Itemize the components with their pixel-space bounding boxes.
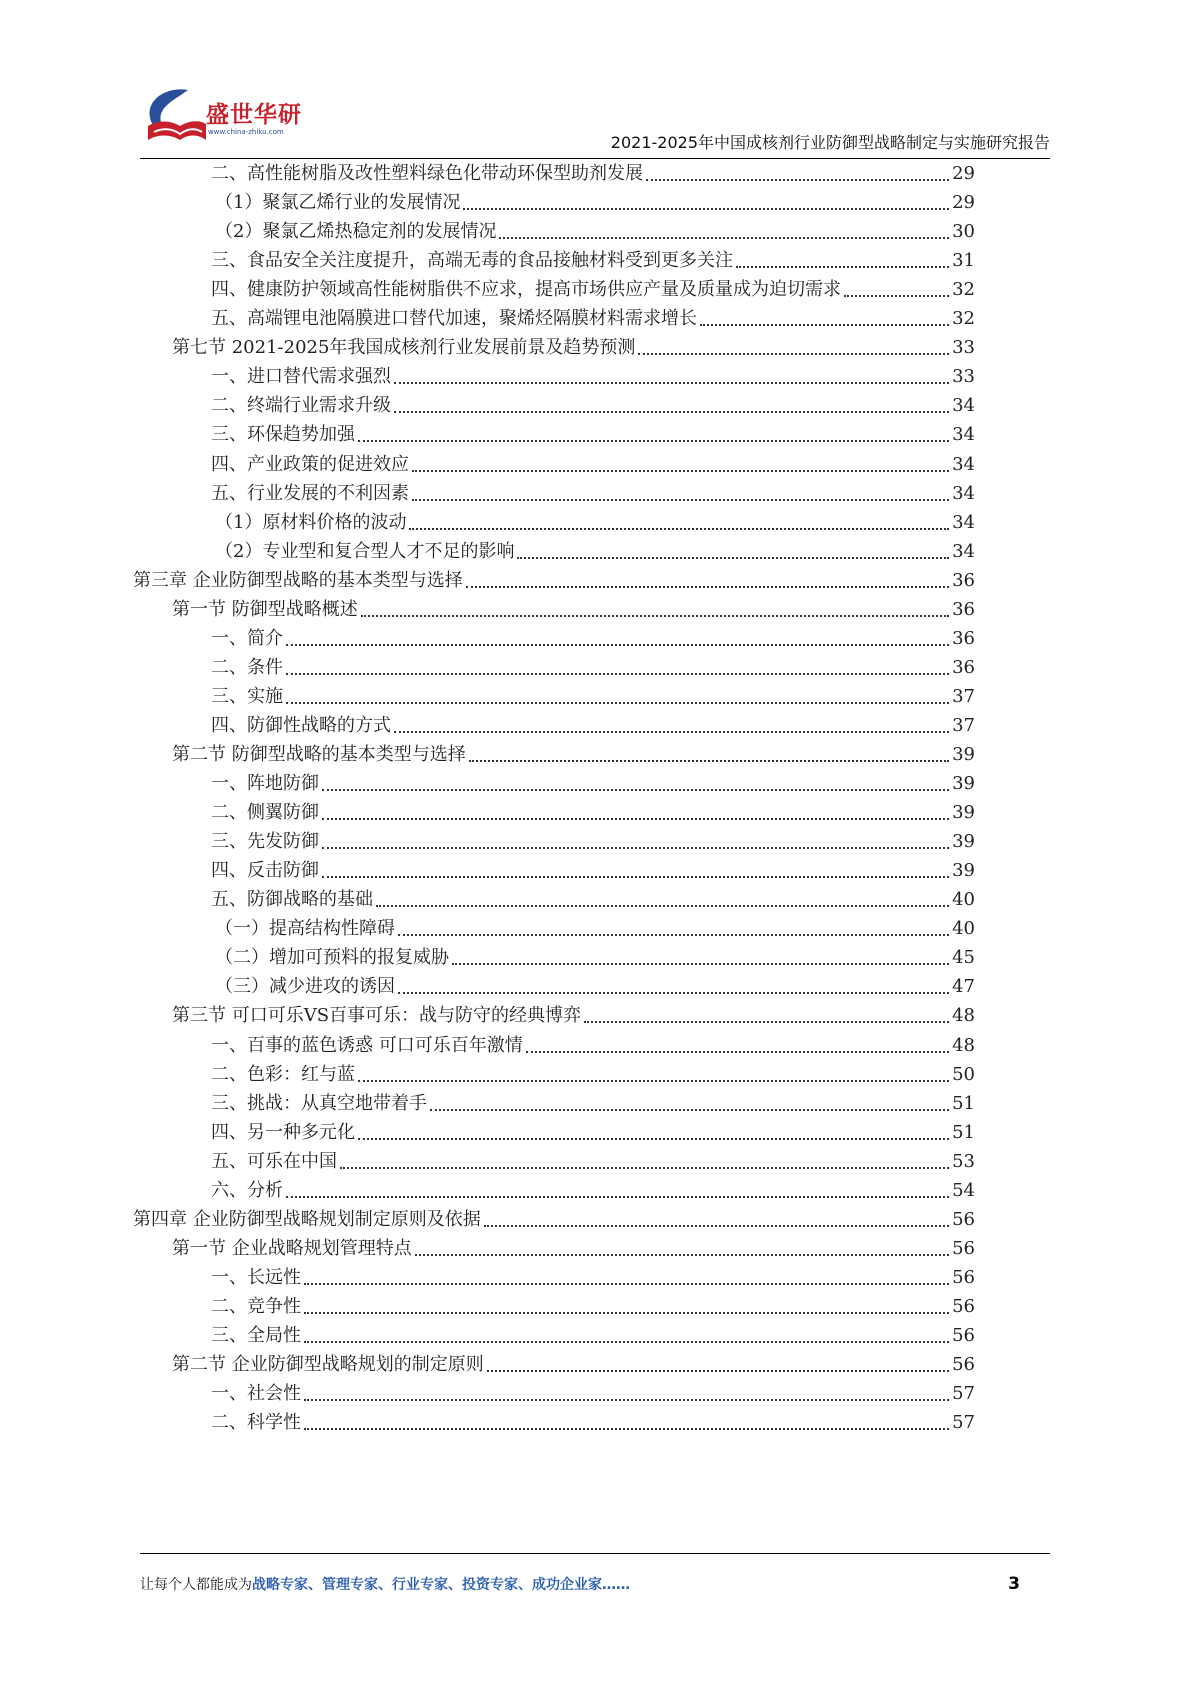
toc-dot-leader <box>322 788 949 791</box>
toc-entry-title: 第四章 企业防御型战略规划制定原则及依据 <box>133 1208 481 1230</box>
toc-entry[interactable] <box>211 274 975 305</box>
toc-dot-leader <box>398 933 949 936</box>
toc-entry-title: 五、高端锂电池隔膜进口替代加速，聚烯烃隔膜材料需求增长 <box>211 308 697 330</box>
toc-entry[interactable] <box>211 855 975 886</box>
toc-entry[interactable] <box>211 1320 975 1351</box>
toc-entry[interactable] <box>211 1146 975 1177</box>
toc-entry-title: 第一节 企业战略规划管理特点 <box>172 1237 412 1259</box>
toc-entry-page: 54 <box>952 1179 975 1201</box>
toc-entry-page: 37 <box>952 685 975 707</box>
toc-entry-title: 四、另一种多元化 <box>211 1121 355 1143</box>
toc-entry-title: 第二节 防御型战略的基本类型与选择 <box>172 744 466 765</box>
toc-entry-title: 五、防御战略的基础 <box>211 889 373 911</box>
toc-dot-leader <box>409 527 949 530</box>
toc-dot-leader <box>394 381 949 384</box>
toc-entry-page: 45 <box>952 947 975 969</box>
toc-entry-page: 34 <box>952 395 975 417</box>
logo-name: 盛世华研 <box>206 102 302 128</box>
logo-mark-icon <box>140 82 210 148</box>
toc-entry[interactable] <box>172 1349 975 1380</box>
toc-entry[interactable] <box>211 1262 975 1293</box>
toc-entry-page: 51 <box>952 1092 975 1114</box>
toc-entry-page: 29 <box>952 192 975 214</box>
toc-dot-leader <box>304 1427 949 1430</box>
toc-entry-title: 三、环保趋势加强 <box>211 424 355 446</box>
toc-entry-title: 三、全局性 <box>211 1325 301 1346</box>
toc-entry-page: 33 <box>952 337 975 359</box>
toc-dot-leader <box>361 614 949 617</box>
toc-entry[interactable] <box>211 884 975 915</box>
toc-entry-title: （二）增加可预料的报复威胁 <box>215 947 449 969</box>
toc-entry[interactable] <box>211 681 975 712</box>
toc-entry-page: 48 <box>952 1034 975 1056</box>
toc-entry[interactable] <box>215 913 975 944</box>
toc-entry[interactable] <box>211 419 975 450</box>
toc-dot-leader <box>358 439 949 442</box>
page-footer <box>140 1574 1050 1598</box>
toc-dot-leader <box>304 1311 949 1314</box>
toc-dot-leader <box>487 1369 949 1372</box>
toc-entry[interactable] <box>215 536 975 567</box>
toc-dot-leader <box>412 469 949 472</box>
toc-entry-page: 47 <box>952 976 975 998</box>
toc-entry-title: 第三章 企业防御型战略的基本类型与选择 <box>133 569 463 591</box>
toc-entry[interactable] <box>211 1378 975 1409</box>
toc-entry[interactable] <box>211 478 975 509</box>
toc-entry[interactable] <box>211 361 975 392</box>
toc-dot-leader <box>415 1253 949 1256</box>
toc-entry-title: 三、食品安全关注度提升，高端无毒的食品接触材料受到更多关注 <box>211 250 733 272</box>
toc-entry[interactable] <box>215 187 975 218</box>
logo-url: www.china-zhiku.com <box>208 128 284 136</box>
toc-entry-title: （2）专业型和复合型人才不足的影响 <box>215 540 515 562</box>
toc-entry[interactable] <box>211 768 975 799</box>
toc-dot-leader <box>430 1108 949 1111</box>
toc-dot-leader <box>469 759 949 762</box>
toc-dot-leader <box>322 875 949 878</box>
toc-entry-title: 一、百事的蓝色诱惑 可口可乐百年激情 <box>211 1034 523 1056</box>
toc-entry-title: 第一节 防御型战略概述 <box>172 598 358 620</box>
toc-dot-leader <box>466 585 949 588</box>
toc-entry-title: 四、防御性战略的方式 <box>211 714 391 736</box>
toc-dot-leader <box>700 323 949 326</box>
toc-entry-page: 56 <box>952 1325 975 1346</box>
toc-entry[interactable] <box>211 390 975 421</box>
toc-dot-leader <box>322 817 949 820</box>
toc-dot-leader <box>394 410 949 413</box>
toc-dot-leader <box>499 236 949 239</box>
report-title: 2021-2025年中国成核剂行业防御型战略制定与实施研究报告 <box>610 133 1050 152</box>
toc-dot-leader <box>376 904 949 907</box>
toc-entry-title: （一）提高结构性障碍 <box>215 918 395 940</box>
company-logo <box>140 82 310 148</box>
toc-entry-title: 一、长远性 <box>211 1266 301 1288</box>
toc-entry-title: 二、科学性 <box>211 1412 301 1434</box>
toc-entry-title: 四、健康防护领域高性能树脂供不应求，提高市场供应产量及质量成为迫切需求 <box>211 279 841 301</box>
toc-dot-leader <box>638 352 949 355</box>
toc-entry-title: 二、条件 <box>211 656 283 678</box>
toc-entry-title: 三、挑战：从真空地带着手 <box>211 1092 427 1114</box>
toc-entry-page: 56 <box>952 1354 975 1376</box>
toc-entry-page: 30 <box>952 221 975 243</box>
toc-dot-leader <box>484 1224 949 1227</box>
toc-dot-leader <box>412 498 949 501</box>
toc-entry-title: 一、社会性 <box>211 1383 301 1405</box>
toc-entry[interactable] <box>172 332 975 363</box>
toc-entry-title: 六、分析 <box>211 1179 283 1201</box>
toc-entry[interactable] <box>172 594 975 625</box>
toc-dot-leader <box>286 643 949 646</box>
toc-entry-page: 34 <box>952 424 975 446</box>
toc-entry-page: 56 <box>952 1266 975 1288</box>
toc-entry-title: 五、行业发展的不利因素 <box>211 482 409 504</box>
toc-entry[interactable] <box>211 1030 975 1061</box>
toc-dot-leader <box>463 207 949 210</box>
toc-entry[interactable] <box>172 1233 975 1264</box>
toc-entry-page: 39 <box>952 802 975 824</box>
toc-entry-title: 三、实施 <box>211 685 283 707</box>
toc-entry-page: 57 <box>952 1383 975 1405</box>
toc-entry[interactable] <box>133 565 975 596</box>
toc-entry-title: 第七节 2021-2025年我国成核剂行业发展前景及趋势预测 <box>172 337 636 359</box>
toc-entry[interactable] <box>211 710 975 741</box>
toc-entry-title: （三）减少进攻的诱因 <box>215 976 395 998</box>
toc-entry-title: 四、反击防御 <box>211 860 319 882</box>
toc-entry-page: 53 <box>952 1150 975 1172</box>
toc-entry-title: 一、阵地防御 <box>211 773 319 795</box>
page-number: 3 <box>1008 1574 1020 1594</box>
toc-entry-page: 57 <box>952 1412 975 1434</box>
toc-entry[interactable] <box>211 245 975 276</box>
toc-entry[interactable] <box>211 303 975 334</box>
toc-entry-page: 50 <box>952 1063 975 1085</box>
toc-entry-page: 36 <box>952 569 975 591</box>
toc-entry-page: 34 <box>952 540 975 562</box>
toc-entry-title: 第三节 可口可乐VS百事可乐：战与防守的经典博弈 <box>172 1005 582 1027</box>
toc-dot-leader <box>358 1137 949 1140</box>
toc-entry[interactable] <box>215 971 975 1002</box>
toc-dot-leader <box>584 1020 949 1023</box>
toc-entry-title: 二、高性能树脂及改性塑料绿色化带动环保型助剂发展 <box>211 163 643 184</box>
toc-entry[interactable] <box>211 826 975 857</box>
toc-entry[interactable] <box>211 449 975 480</box>
toc-entry-title: 四、产业政策的促进效应 <box>211 453 409 475</box>
toc-entry-page: 31 <box>952 250 975 272</box>
toc-entry[interactable] <box>211 1117 975 1148</box>
footer-slogan-prefix: 让每个人都能成为 <box>140 1577 252 1593</box>
toc-dot-leader <box>286 701 949 704</box>
toc-entry[interactable] <box>211 1059 975 1090</box>
toc-dot-leader <box>304 1340 949 1343</box>
toc-entry-page: 56 <box>952 1295 975 1317</box>
toc-dot-leader <box>526 1050 949 1053</box>
toc-entry[interactable] <box>215 216 975 247</box>
toc-dot-leader <box>304 1398 949 1401</box>
toc-entry-page: 29 <box>952 163 975 184</box>
toc-entry-title: 五、可乐在中国 <box>211 1150 337 1172</box>
page-header <box>140 82 1050 158</box>
footer-slogan-roles: 战略专家、管理专家、行业专家、投资专家、成功企业家…… <box>252 1577 630 1593</box>
toc-entry-page: 37 <box>952 714 975 736</box>
toc-dot-leader <box>340 1166 949 1169</box>
toc-entry-page: 34 <box>952 511 975 533</box>
toc-entry-page: 32 <box>952 279 975 301</box>
toc-entry-page: 36 <box>952 656 975 678</box>
toc-dot-leader <box>517 556 949 559</box>
toc-entry-page: 32 <box>952 308 975 330</box>
toc-dot-leader <box>286 1195 949 1198</box>
toc-entry[interactable] <box>211 797 975 828</box>
toc-entry-title: 一、简介 <box>211 627 283 649</box>
toc-entry-page: 51 <box>952 1121 975 1143</box>
toc-entry[interactable] <box>215 507 975 538</box>
toc-entry-page: 40 <box>952 918 975 940</box>
toc-entry-page: 36 <box>952 598 975 620</box>
toc-dot-leader <box>398 991 949 994</box>
toc-entry-page: 34 <box>952 482 975 504</box>
toc-entry-title: （2）聚氯乙烯热稳定剂的发展情况 <box>215 221 497 243</box>
toc-entry-title: 三、先发防御 <box>211 831 319 853</box>
toc-entry-page: 39 <box>952 744 975 765</box>
toc-dot-leader <box>844 294 949 297</box>
toc-dot-leader <box>304 1282 949 1285</box>
toc-entry-page: 39 <box>952 773 975 795</box>
toc-entry[interactable] <box>211 1291 975 1322</box>
toc-entry[interactable] <box>133 1204 975 1235</box>
toc-entry[interactable] <box>211 1407 975 1438</box>
toc-entry-title: （1）原材料价格的波动 <box>215 511 407 533</box>
toc-dot-leader <box>736 265 949 268</box>
toc-entry-title: （1）聚氯乙烯行业的发展情况 <box>215 192 461 214</box>
toc-entry-page: 36 <box>952 627 975 649</box>
toc-entry-page: 48 <box>952 1005 975 1027</box>
toc-entry-page: 39 <box>952 831 975 853</box>
toc-dot-leader <box>322 846 949 849</box>
toc-entry[interactable] <box>172 1000 975 1031</box>
toc-entry-page: 34 <box>952 453 975 475</box>
toc-entry-page: 33 <box>952 366 975 388</box>
toc-entry[interactable] <box>211 623 975 654</box>
toc-entry[interactable] <box>211 652 975 683</box>
toc-dot-leader <box>394 730 949 733</box>
toc-entry-title: 二、色彩：红与蓝 <box>211 1063 355 1085</box>
toc-entry-page: 56 <box>952 1208 975 1230</box>
toc-entry-page: 56 <box>952 1237 975 1259</box>
toc-entry[interactable] <box>172 739 975 770</box>
toc-entry[interactable] <box>215 942 975 973</box>
toc-entry[interactable] <box>211 1088 975 1119</box>
toc-dot-leader <box>452 962 949 965</box>
toc-entry[interactable] <box>211 1175 975 1206</box>
toc-entry-title: 二、终端行业需求升级 <box>211 395 391 417</box>
toc-dot-leader <box>286 672 949 675</box>
toc-dot-leader <box>646 178 949 181</box>
toc-entry-title: 第二节 企业防御型战略规划的制定原则 <box>172 1354 484 1376</box>
footer-divider <box>140 1553 1050 1554</box>
toc-entry-page: 40 <box>952 889 975 911</box>
toc-entry-page: 39 <box>952 860 975 882</box>
toc-entry-title: 一、进口替代需求强烈 <box>211 366 391 388</box>
toc-entry[interactable] <box>211 158 975 189</box>
toc-dot-leader <box>358 1079 949 1082</box>
toc-entry-title: 二、侧翼防御 <box>211 802 319 824</box>
toc-entry-title: 二、竞争性 <box>211 1295 301 1317</box>
